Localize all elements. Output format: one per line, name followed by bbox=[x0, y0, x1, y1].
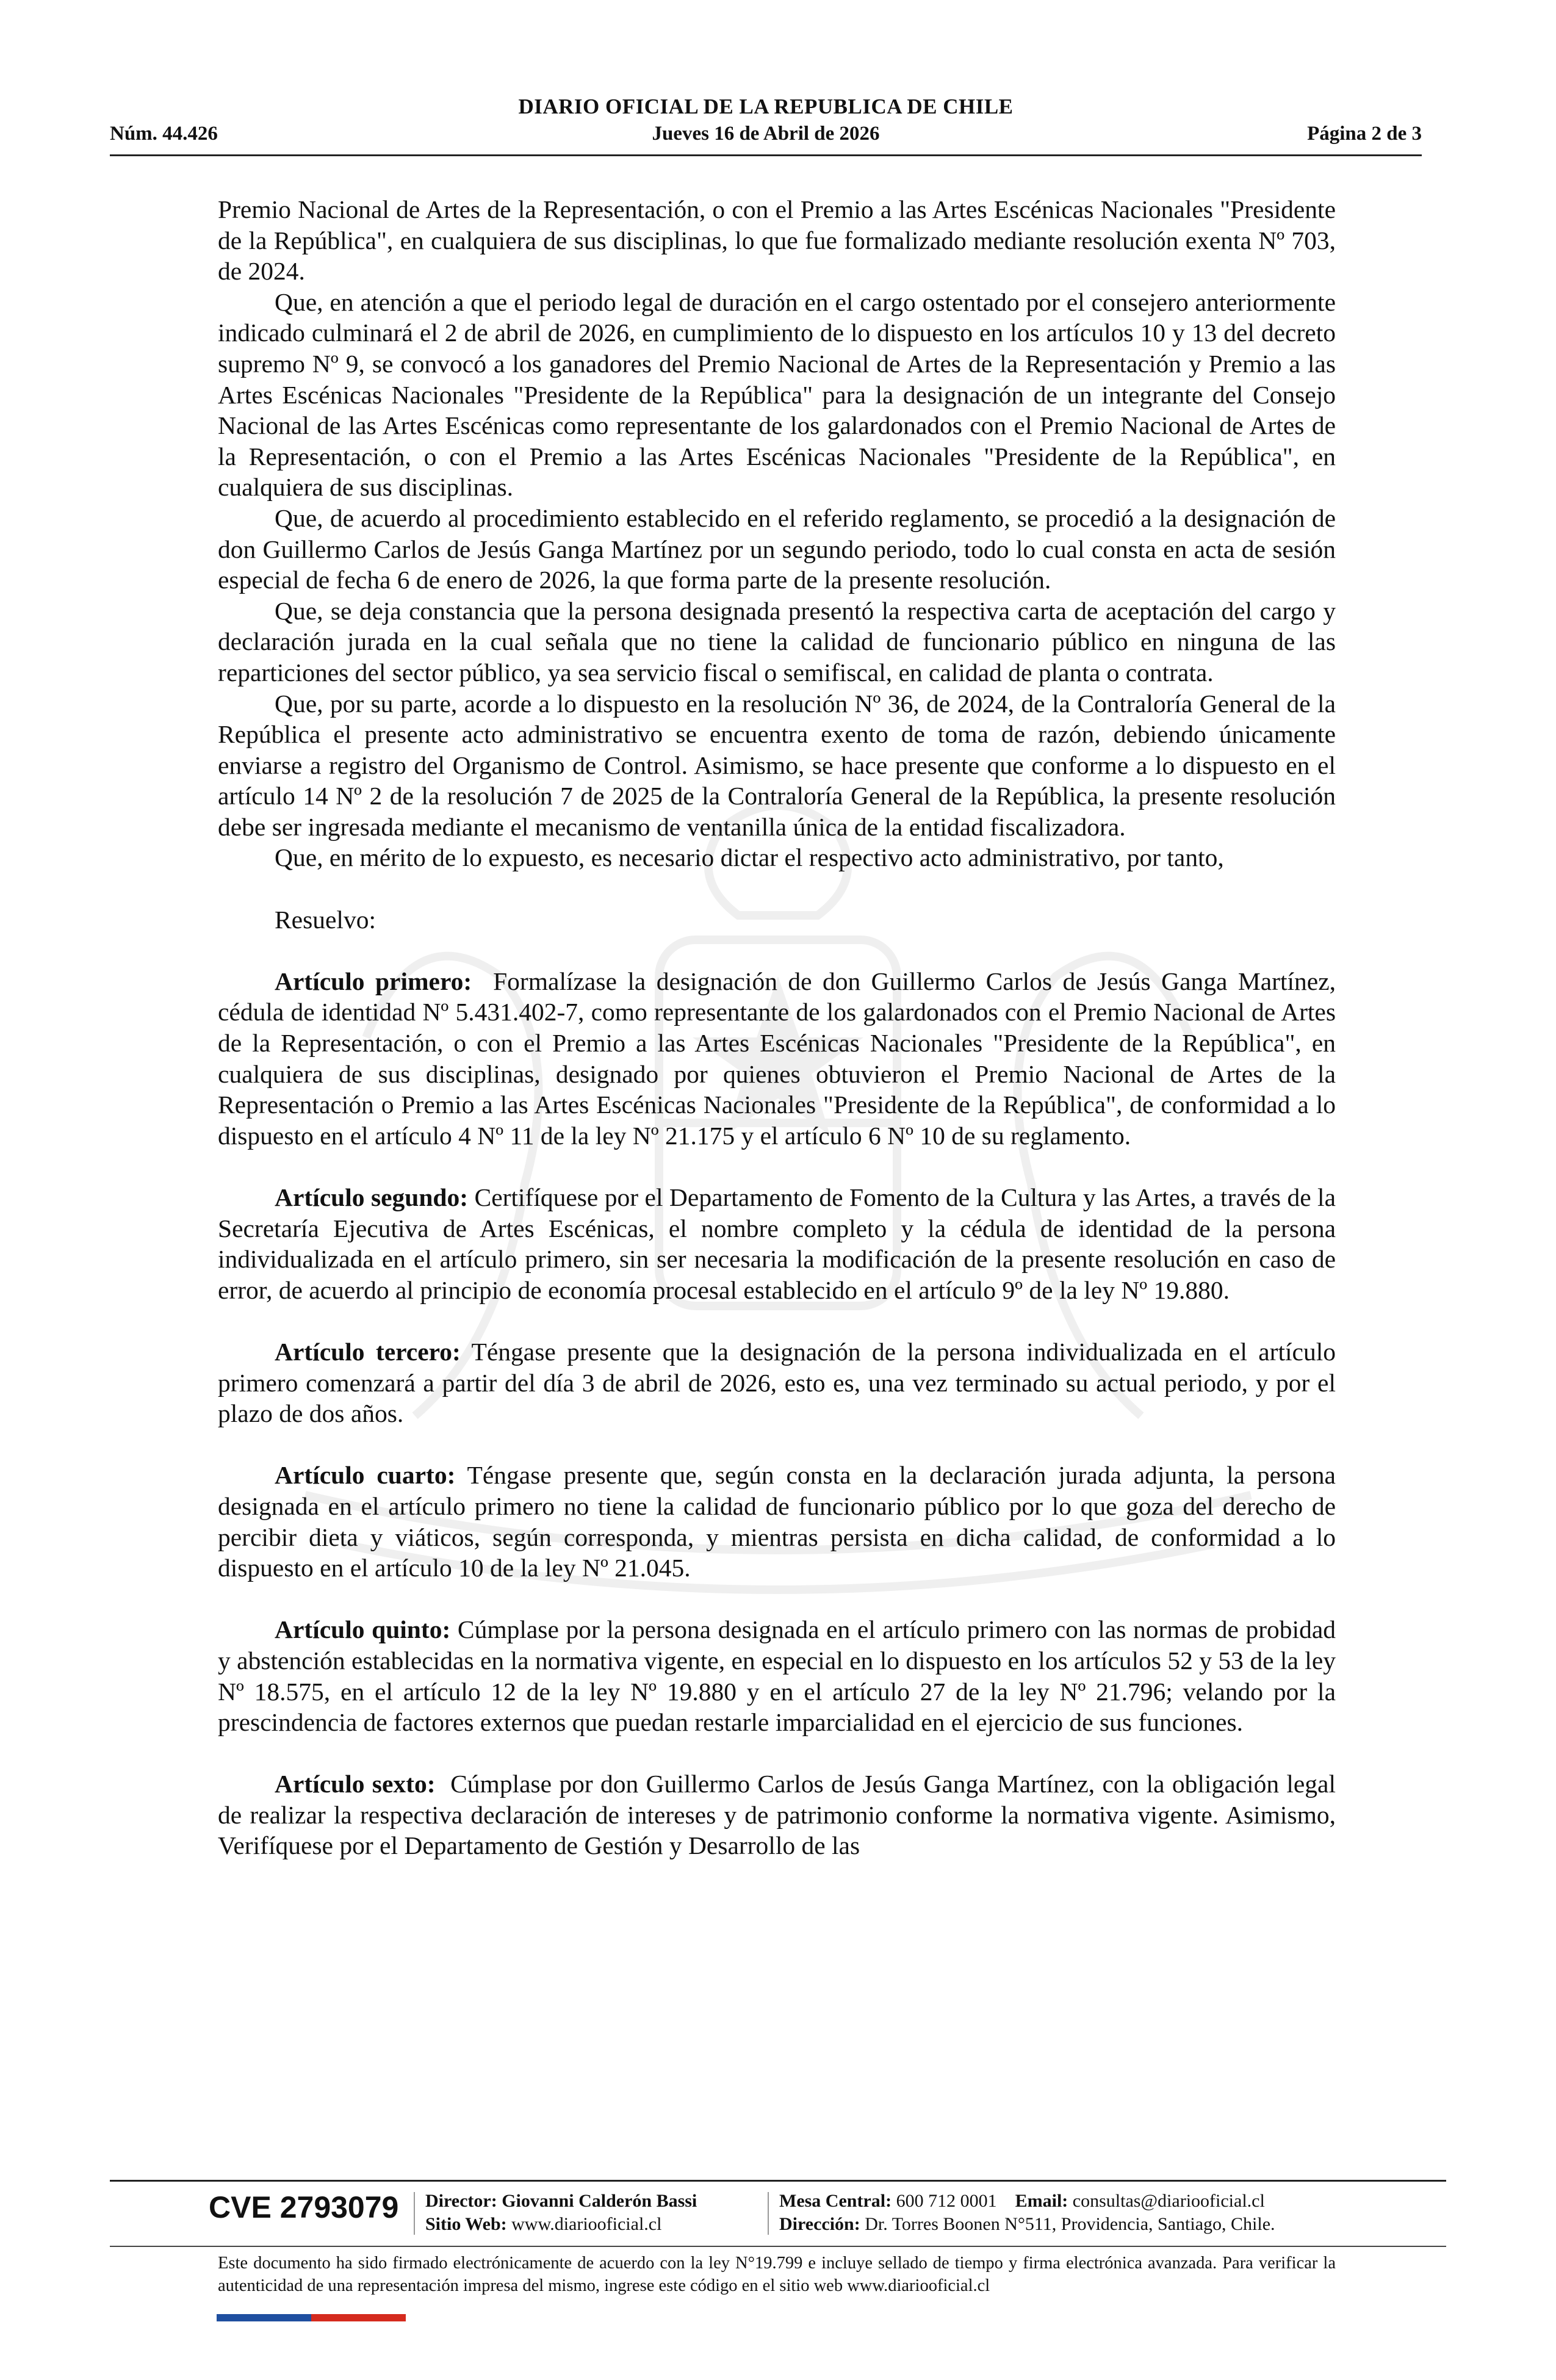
newspaper-title: DIARIO OFICIAL DE LA REPUBLICA DE CHILE bbox=[518, 95, 1014, 118]
footer-separator bbox=[768, 2192, 769, 2235]
paragraph-considerando-3: Que, se deja constancia que la persona designada presentó la respectiva carta de aceptación del cargo y declaración jurada en la cual señala que no tiene la calidad de funcionario público en ninguna de las reparticiones del sector público, ya sea servicio fiscal o semifiscal, en calidad de planta o contrata. bbox=[218, 596, 1336, 687]
flag-blue-stripe bbox=[217, 2314, 311, 2321]
email-label: Email: bbox=[1015, 2191, 1068, 2211]
paragraph-considerando-1: Que, en atención a que el periodo legal de duración en el cargo ostentado por el consejero anteriormente indicado culminará el 2 de abril de 2026, en cumplimiento de lo dispuesto en los artículos 10 y 13 del decreto supremo Nº 9, se convocó a los ganadores del Premio Nacional de Artes de la Representación y Premio a las Artes Escénicas Nacionales "Presidente de la República" para la designación de un integrante del Consejo Nacional de las Artes Escénicas como representante de los galardonados con el Premio Nacional de Artes de la Representación, o con el Premio a las Artes Escénicas Nacionales "Presidente de la República", en cualquiera de sus disciplinas. bbox=[218, 287, 1336, 502]
article-4-label: Artículo cuarto: bbox=[275, 1461, 456, 1490]
resuelvo-heading: Resuelvo: bbox=[275, 905, 376, 934]
document-body bbox=[218, 194, 1336, 1861]
director-label: Director: bbox=[425, 2191, 497, 2211]
mesa-label: Mesa Central: bbox=[779, 2191, 892, 2211]
address-value: Dr. Torres Boonen N°511, Providencia, Santiago, Chile. bbox=[865, 2214, 1275, 2234]
paragraph-continuation: Premio Nacional de Artes de la Representación, o con el Premio a las Artes Escénicas Nacionales "Presidente de la República", en cualquiera de sus disciplinas, lo que fue formalizado mediante resolución exenta Nº 703, de 2024. bbox=[218, 195, 1336, 286]
article-3-text: Téngase presente que la designación de la persona individualizada en el artículo primero comenzará a partir del día 3 de abril de 2026, esto es, una vez terminado su actual periodo, y por el plazo de dos años. bbox=[218, 1337, 1336, 1428]
footer-contact-block bbox=[779, 2190, 1275, 2236]
director-name: Giovanni Calderón Bassi bbox=[502, 2191, 697, 2211]
article-5 bbox=[218, 1614, 1336, 1737]
issue-number: Núm. 44.426 bbox=[110, 123, 218, 145]
address-label: Dirección: bbox=[779, 2214, 860, 2234]
electronic-signature-note: Este documento ha sido firmado electrónicamente de acuerdo con la ley N°19.799 e incluye sellado de tiempo y firma electrónica avanzada. Para verificar la autenticidad de una representación impresa del mismo, ingrese este código en el sitio web www.diariooficial.cl bbox=[218, 2254, 1336, 2295]
article-4-text: Téngase presente que, según consta en la declaración jurada adjunta, la persona designada en el artículo primero no tiene la calidad de funcionario público por lo que goza del derecho de percibir dieta y viáticos, según corresponda, y mientras persista en dicha calidad, de conformidad a lo dispuesto en el artículo 10 de la ley Nº 21.045. bbox=[218, 1461, 1336, 1582]
footer-director-block bbox=[425, 2190, 697, 2236]
email-link[interactable]: consultas@diariooficial.cl bbox=[1072, 2191, 1265, 2211]
page-indicator: Página 2 de 3 bbox=[1307, 123, 1422, 145]
article-6-label: Artículo sexto: bbox=[275, 1770, 436, 1798]
page-header bbox=[110, 95, 1422, 156]
article-6-text: Cúmplase por don Guillermo Carlos de Jesús Ganga Martínez, con la obligación legal de realizar la respectiva declaración de intereses y de patrimonio conforme la normativa vigente. Asimismo, Verifíquese por el Departamento de Gestión y Desarrollo de las bbox=[218, 1770, 1336, 1860]
site-label: Sitio Web: bbox=[425, 2214, 507, 2234]
footer-divider-mid bbox=[110, 2246, 1446, 2247]
article-2-text: Certifíquese por el Departamento de Fomento de la Cultura y las Artes, a través de la Secretaría Ejecutiva de Artes Escénicas, el nombre completo y la cédula de identidad de la persona individualizada en el artículo primero, sin ser necesaria la modificación de la presente resolución en caso de error, de acuerdo al principio de economía procesal establecido en el artículo 9º de la ley Nº 19.880. bbox=[218, 1183, 1336, 1304]
article-2 bbox=[218, 1182, 1336, 1305]
paragraph-considerando-2: Que, de acuerdo al procedimiento establecido en el referido reglamento, se procedió a la designación de don Guillermo Carlos de Jesús Ganga Martínez por un segundo periodo, todo lo cual consta en acta de sesión especial de fecha 6 de enero de 2026, la que forma parte de la presente resolución. bbox=[218, 503, 1336, 594]
flag-red-stripe bbox=[311, 2314, 406, 2321]
article-3 bbox=[218, 1336, 1336, 1429]
site-link[interactable]: www.diariooficial.cl bbox=[511, 2214, 662, 2234]
mesa-phone: 600 712 0001 bbox=[896, 2191, 997, 2211]
article-5-text: Cúmplase por la persona designada en el artículo primero con las normas de probidad y abstención establecidas en la normativa vigente, en especial en lo dispuesto en los artículos 52 y 53 de la ley Nº 18.575, en el artículo 12 de la ley Nº 19.880 y en el artículo 27 de la ley Nº 21.796; velando por la prescindencia de factores externos que puedan restarle imparcialidad en el ejercicio de sus funciones. bbox=[218, 1615, 1336, 1737]
footer-divider-top bbox=[110, 2180, 1446, 2182]
article-1-label: Artículo primero: bbox=[275, 967, 472, 995]
article-4 bbox=[218, 1460, 1336, 1583]
flag-stripe bbox=[217, 2314, 406, 2321]
header-divider bbox=[110, 154, 1422, 156]
article-2-label: Artículo segundo: bbox=[275, 1183, 469, 1211]
article-5-label: Artículo quinto: bbox=[275, 1615, 451, 1644]
article-6 bbox=[218, 1769, 1336, 1861]
issue-date: Jueves 16 de Abril de 2026 bbox=[652, 123, 880, 145]
article-1-text: Formalízase la designación de don Guillermo Carlos de Jesús Ganga Martínez, cédula de identidad Nº 5.431.402-7, como representante de los galardonados con el Premio Nacional de Artes de la Representación, o con el Premio a las Artes Escénicas Nacionales "Presidente de la República", en cualquiera de sus disciplinas, designado por quienes obtuvieron el Premio Nacional de Artes de la Representación o Premio a las Artes Escénicas Nacionales "Presidente de la República", de conformidad a lo dispuesto en el artículo 4 Nº 11 de la ley Nº 21.175 y el artículo 6 Nº 10 de su reglamento. bbox=[218, 967, 1336, 1150]
footer-separator bbox=[414, 2192, 415, 2235]
article-3-label: Artículo tercero: bbox=[275, 1337, 461, 1366]
cve-code: CVE 2793079 bbox=[209, 2190, 399, 2224]
article-1 bbox=[218, 966, 1336, 1152]
paragraph-considerando-4: Que, por su parte, acorde a lo dispuesto en la resolución Nº 36, de 2024, de la Contraloría General de la República el presente acto administrativo se encuentra exento de toma de razón, debiendo únicamente enviarse a registro del Organismo de Control. Asimismo, se hace presente que conforme a lo dispuesto en el artículo 14 Nº 2 de la resolución 7 de 2025 de la Contraloría General de la República, la presente resolución debe ser ingresada mediante el mecanismo de ventanilla única de la entidad fiscalizadora. bbox=[218, 689, 1336, 841]
paragraph-considerando-5: Que, en mérito de lo expuesto, es necesario dictar el respectivo acto administrativo, por tanto, bbox=[275, 843, 1224, 872]
